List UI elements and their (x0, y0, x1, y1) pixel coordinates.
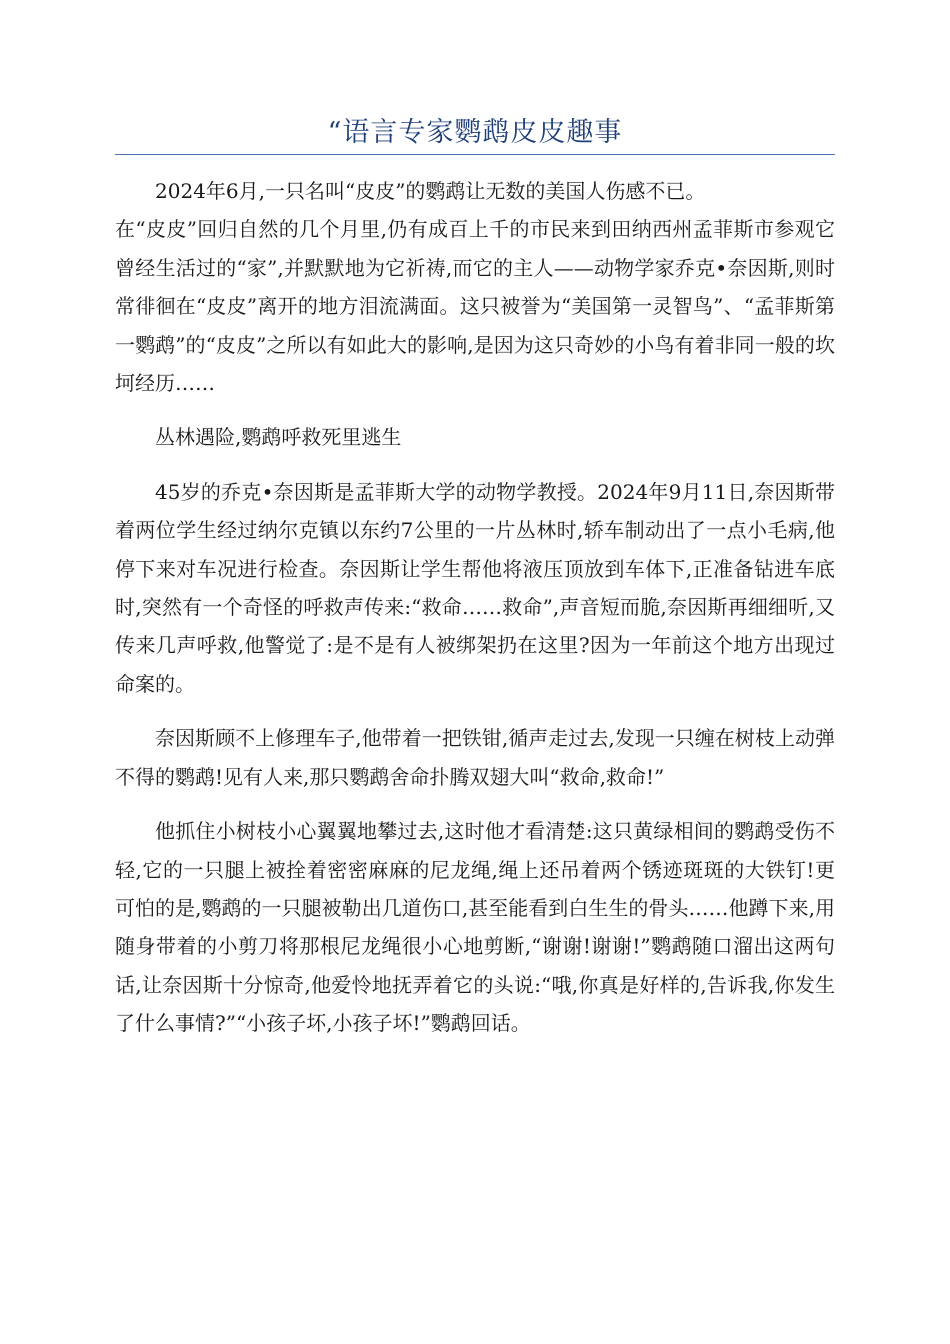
document-title: “语言专家鹦鹉皮皮趣事 (327, 117, 623, 148)
title-underline (115, 154, 835, 155)
paragraph-found-parrot: 奈因斯顾不上修理车子,他带着一把铁钳,循声走过去,发现一只缠在树枝上动弹不得的鹦鹉!见有人来,那只鹦鹉舍命扑腾双翅大叫“救命,救命!” (115, 726, 835, 789)
section-heading: 丛林遇险,鹦鹉呼救死里逃生 (155, 425, 402, 450)
paragraph-intro: 2024年6月,一只名叫“皮皮”的鹦鹉让无数的美国人伤感不已。 (155, 179, 706, 203)
paragraph-pipi-memorial: 在“皮皮”回归自然的几个月里,仍有成百上千的市民来到田纳西州孟菲斯市参观它曾经生活过的“家”,并默默地为它祈祷,而它的主人——动物学家乔克•奈因斯,则时常徘徊在“皮皮”离开的地方泪流满面。这只被誉为“美国第一灵智鸟”、“孟菲斯第一鹦鹉”的“皮皮”之所以有如此大的影响,是因为这只奇妙的小鸟有着非同一般的坎坷经历…… (115, 217, 835, 396)
paragraph-rescue: 他抓住小树枝小心翼翼地攀过去,这时他才看清楚:这只黄绿相间的鹦鹉受伤不轻,它的一只腿上被拴着密密麻麻的尼龙绳,绳上还吊着两个锈迹斑斑的大铁钉!更可怕的是,鹦鹉的一只腿被勒出几道伤口,甚至能看到白生生的骨头……他蹲下来,用随身带着的小剪刀将那根尼龙绳很小心地剪断,“谢谢!谢谢!”鹦鹉随口溜出这两句话,让奈因斯十分惊奇,他爱怜地抚弄着它的头说:“哦,你真是好样的,告诉我,你发生了什么事情?”“小孩子坏,小孩子坏!”鹦鹉回话。 (115, 819, 835, 1036)
paragraph-jungle-encounter: 45岁的乔克•奈因斯是孟菲斯大学的动物学教授。2024年9月11日,奈因斯带着两位学生经过纳尔克镇以东约7公里的一片丛林时,轿车制动出了一点小毛病,他停下来对车况进行检查。奈因斯让学生帮他将液压顶放到车体下,正准备钻进车底时,突然有一个奇怪的呼救声传来:“救命……救命”,声音短而脆,奈因斯再细细听,又传来几声呼救,他警觉了:是不是有人被绑架扔在这里?因为一年前这个地方出现过命案的。 (115, 479, 835, 696)
document-body (115, 172, 835, 1059)
